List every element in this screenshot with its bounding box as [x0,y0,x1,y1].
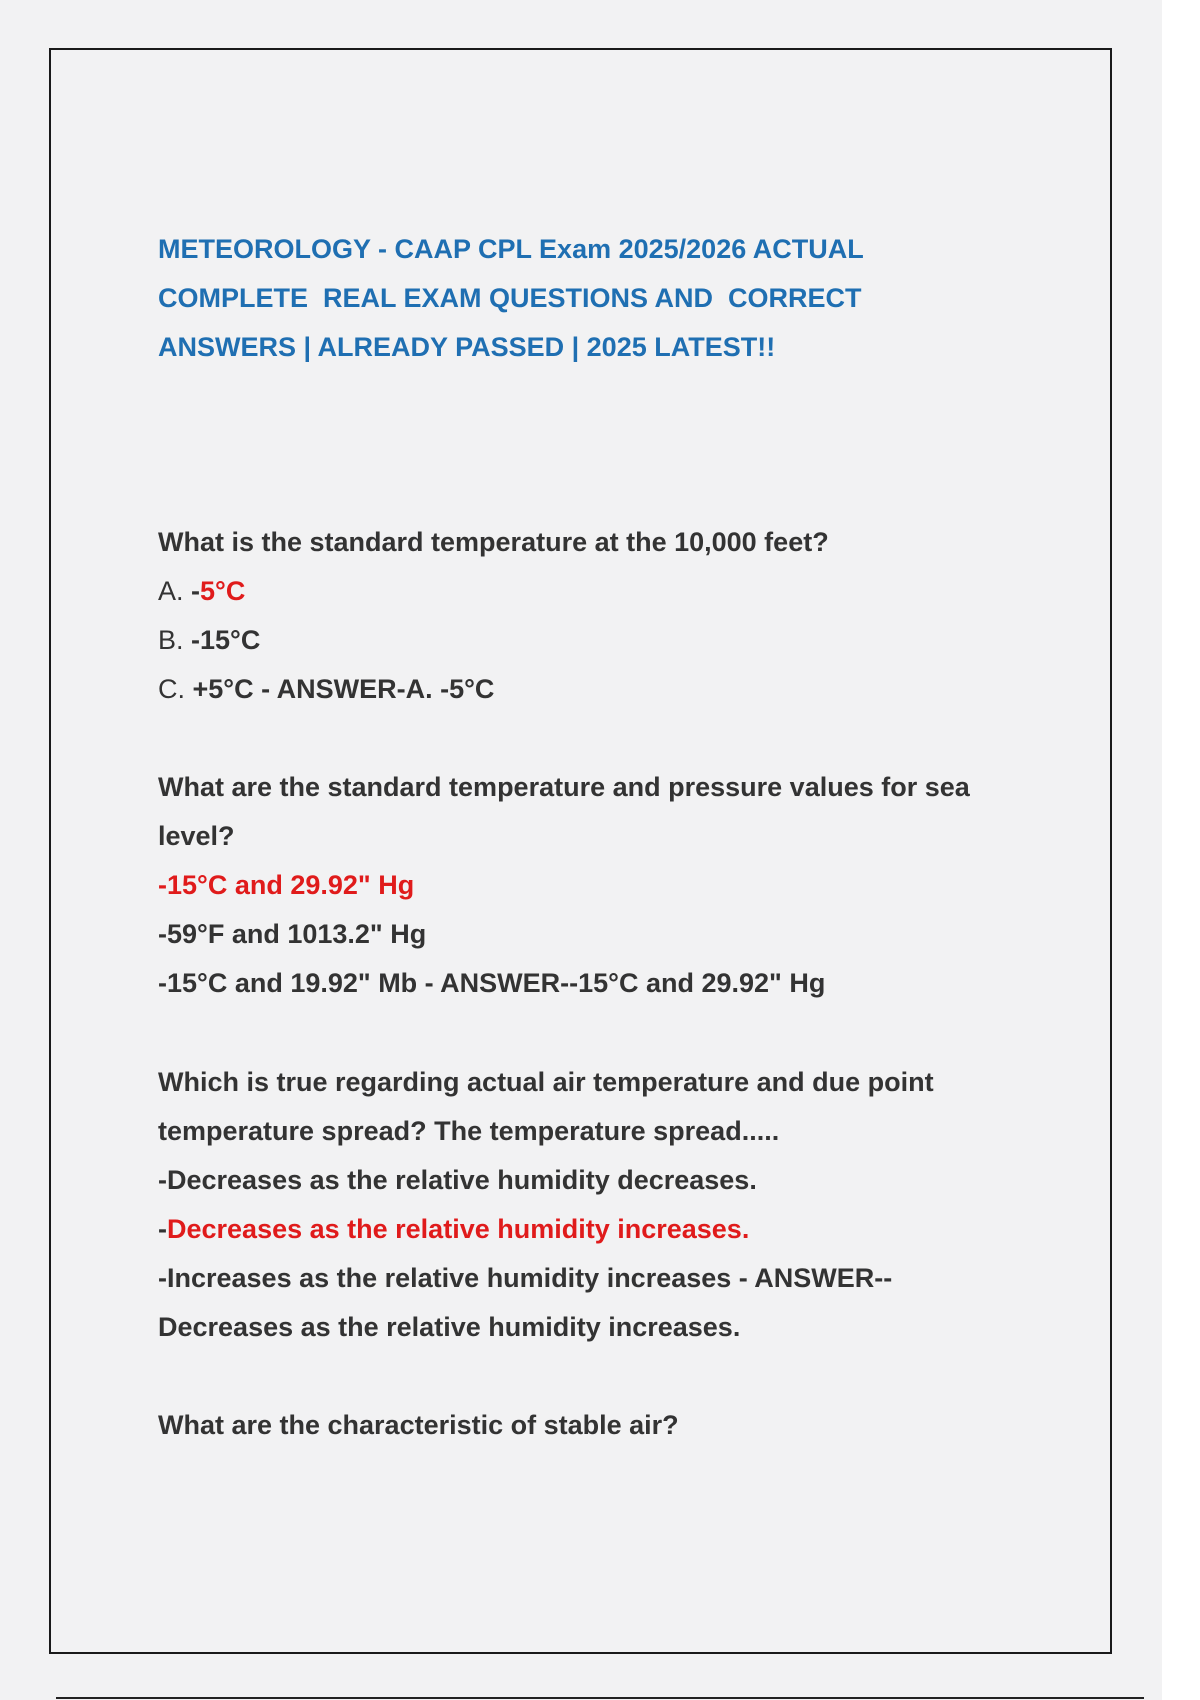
question-text-line-2: temperature spread? The temperature spread..... [158,1116,780,1146]
option-b [158,616,1058,665]
question-text: What is the standard temperature at the 10,000 feet? [158,527,829,557]
question-block-4 [158,1401,1058,1450]
correct-option-value: 5°C [200,576,246,606]
title-line-2: COMPLETE REAL EXAM QUESTIONS AND CORRECT [158,283,862,313]
question-block-3 [158,1058,1058,1352]
option: -59°F and 1013.2" Hg [158,919,427,949]
option-c-with-answer [158,665,1058,714]
correct-option-text: Decreases as the relative humidity increases. [167,1214,750,1244]
option-letter: B. [158,625,192,655]
option-with-answer-line-1: -Increases as the relative humidity increases - ANSWER-- [158,1263,893,1293]
title-line-1: METEOROLOGY - CAAP CPL Exam 2025/2026 ACTUAL [158,234,864,264]
option-a [158,567,1058,616]
option-with-answer: -15°C and 19.92" Mb - ANSWER--15°C and 29.92" Hg [158,968,826,998]
option-dash: - [191,576,201,606]
correct-option [158,1205,1058,1254]
option-text: +5°C - ANSWER-A. -5°C [192,674,495,704]
option-letter: C. [158,674,193,704]
correct-option: -15°C and 29.92" Hg [158,870,415,900]
document-title [158,225,978,372]
option: -Decreases as the relative humidity decreases. [158,1165,757,1195]
title-line-3: ANSWERS | ALREADY PASSED | 2025 LATEST!! [158,332,776,362]
page-divider [56,1697,1144,1699]
question-text: What are the characteristic of stable air? [158,1410,679,1440]
option-letter: A. [158,576,192,606]
page-margin-strip [1162,0,1200,1700]
option-text: -15°C [191,625,261,655]
option-with-answer-line-2: Decreases as the relative humidity increases. [158,1312,741,1342]
question-block-1 [158,518,1058,714]
option-dash: - [158,1214,167,1244]
question-text-line-1: What are the standard temperature and pressure values for sea [158,772,970,802]
question-block-2 [158,763,1058,1008]
question-text-line-1: Which is true regarding actual air temperature and due point [158,1067,934,1097]
question-text-line-2: level? [158,821,235,851]
